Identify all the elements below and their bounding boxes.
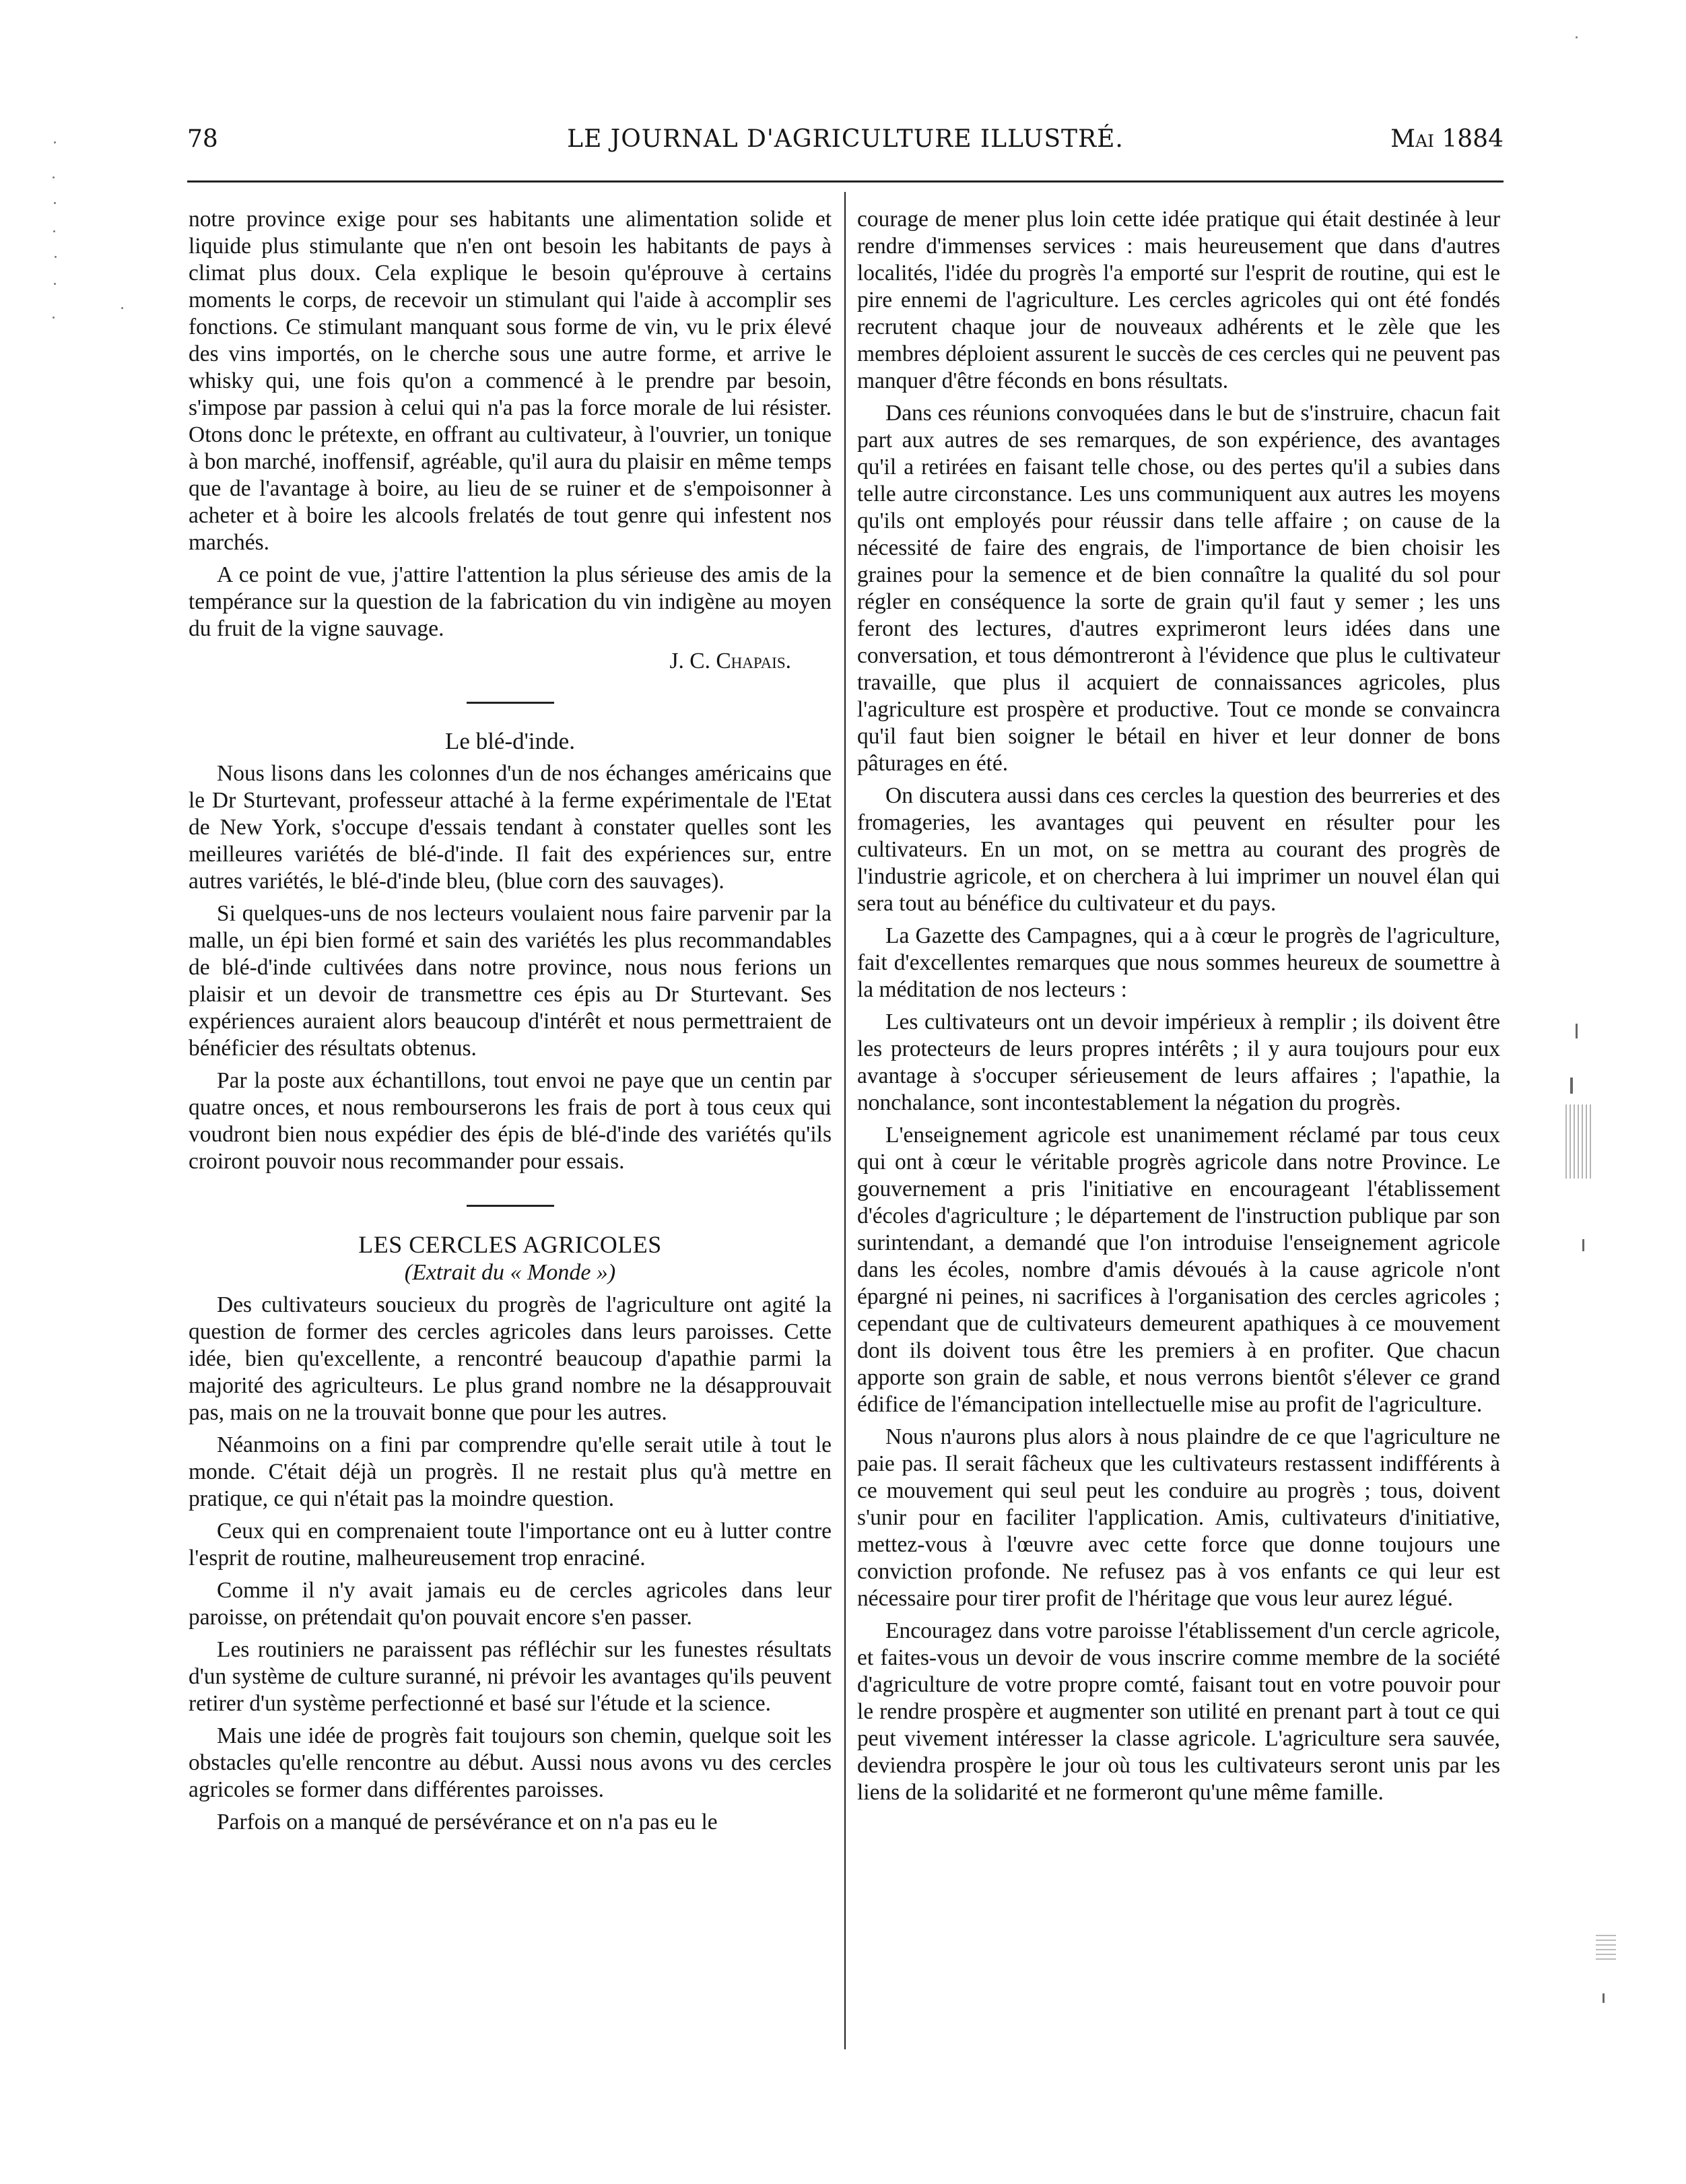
paragraph: Des cultivateurs soucieux du progrès de l'agriculture ont agité la question de former des cercles agricoles dans leurs paroisses. Cette idée, bien qu'excellente, a rencontré beaucoup d'apathie parmi la majorité des agriculteurs. Le plus grand nombre ne la désapprouvait pas, mais on ne la trouvait bonne que pour les autres. (189, 1292, 832, 1425)
left-column (189, 206, 832, 1836)
paragraph: Ceux qui en comprenaient toute l'importance ont eu à lutter contre l'esprit de routine, malheureusement trop enraciné. (189, 1519, 832, 1570)
paragraph: On discutera aussi dans ces cercles la question des beurreries et des fromageries, les avantages qui peuvent en résulter pour les cultivateurs. En un mot, on se mettra au courant des progrès de l'industrie agricole, et on cherchera à lui imprimer un nouvel élan qui sera tout au bénéfice du cultivateur et du pays. (857, 783, 1500, 916)
paragraph: Nous lisons dans les colonnes d'un de nos échanges américains que le Dr Sturtevant, professeur attaché à la ferme expérimentale de l'Etat de New York, s'occupe d'essais tendant à constater quelles sont les meilleures variétés de blé-d'inde. Il fait des expériences sur, entre autres variétés, le blé-d'inde bleu, (blue corn des sauvages). (189, 761, 832, 894)
paragraph: La Gazette des Campagnes, qui a à cœur le progrès de l'agriculture, fait d'excellentes remarques que nous sommes heureux de soumettre à la méditation de nos lecteurs : (857, 923, 1500, 1002)
paragraph: Comme il n'y avait jamais eu de cercles agricoles dans leur paroisse, on prétendait qu'on pouvait encore s'en passer. (189, 1578, 832, 1630)
journal-title: LE JOURNAL D'AGRICULTURE ILLUSTRÉ. (567, 125, 1124, 153)
author-signature: J. C. Chapais. (669, 649, 791, 673)
issue-date: Mai 1884 (1390, 125, 1504, 153)
section-title: Le blé-d'inde. (445, 728, 575, 754)
paragraph: Encouragez dans votre paroisse l'établissement d'un cercle agricole, et faites-vous un devoir de vous inscrire comme membre de la société d'agriculture de votre propre comté, faisant tout en votre pouvoir pour le rendre prospère et augmenter son utilité en prenant part à tout ce qui peut vivement intéresser la classe agricole. L'agriculture sera sauvée, deviendra prospère le jour où tous les cultivateurs seront unis par les liens de la solidarité et ne formeront qu'une même famille. (857, 1618, 1500, 1805)
page-header (187, 125, 1504, 166)
paragraph: notre province exige pour ses habitants une alimentation solide et liquide plus stimulante que n'en ont besoin les habitants de pays à climat plus doux. Cela explique le besoin qu'éprouve à certains moments le corps, de recevoir un stimulant qui l'aide à accomplir ses fonctions. Ce stimulant manquant sous forme de vin, vu le prix élevé des vins importés, on le cherche sous une autre forme, et arrive le whisky qui, une fois qu'on a commencé à le prendre par besoin, s'impose par passion à celui qui n'a pas la force morale de lui résister. Otons donc le prétexte, en offrant au cultivateur, à l'ouvrier, un tonique à bon marché, inoffensif, agréable, qu'il aura du plaisir en même temps que de l'avantage à boire, au lieu de se ruiner et de s'empoisonner à acheter et à boire les alcools frelatés de tout genre qui infestent nos marchés. (189, 207, 832, 555)
paragraph: Nous n'aurons plus alors à nous plaindre de ce que l'agriculture ne paie pas. Il serait fâcheux que les cultivateurs restassent indifférents à ce mouvement qui seul peut les conduire au progrès ; tous, doivent s'unir pour en faciliter l'application. Amis, cultivateurs d'initiative, mettez-vous à l'œuvre avec cette force que donne toujours une conviction profonde. Ne refusez pas à vos enfants ce qui leur est nécessaire pour tirer profit de l'héritage que vous leur aurez légué. (857, 1424, 1500, 1611)
paragraph: courage de mener plus loin cette idée pratique qui était destinée à leur rendre d'immenses services : mais heureusement que dans d'autres localités, l'idée du progrès l'a emporté sur l'esprit de routine, qui est le pire ennemi de l'agriculture. Les cercles agricoles qui ont été fondés recrutent chaque jour de nouveaux adhérents et le zèle que les membres déploient assurent le succès de ces cercles qui ne peuvent pas manquer d'être féconds en bons résultats. (857, 207, 1500, 393)
section-subtitle: (Extrait du « Monde ») (404, 1260, 616, 1285)
paragraph: Néanmoins on a fini par comprendre qu'elle serait utile à tout le monde. C'était déjà un progrès. Il ne restait plus qu'à mettre en pratique, ce qui n'était pas la moindre question. (189, 1432, 832, 1511)
right-column (857, 206, 1500, 1806)
paragraph: L'enseignement agricole est unanimement réclamé par tous ceux qui ont à cœur le véritable progrès agricole dans notre Province. Le gouvernement a pris l'initiative en encourageant l'établissement d'écoles d'agriculture ; le département de l'instruction publique par son surintendant, a demandé que l'on introduise l'enseignement agricole dans les écoles, nombre d'amis dévoués à la cause agricole n'ont épargné ni peines, ni sacrifices à l'organisation des cercles agricoles ; cependant que de cultivateurs demeurent apathiques à ce mouvement dont ils doivent tous être les premiers à en profiter. Que chacun apporte son grain de sable, et nous verrons bientôt s'élever ce grand édifice de l'émancipation intellectuelle mise au profit de l'agriculture. (857, 1123, 1500, 1417)
paragraph: Si quelques-uns de nos lecteurs voulaient nous faire parvenir par la malle, un épi bien formé et sain des variétés les plus recommandables de blé-d'inde cultivées dans notre province, nous nous ferions un plaisir et un devoir de transmettre ces épis au Dr Sturtevant. Ses expériences auraient alors beaucoup d'intérêt et nous permettraient de bénéficier des résultats obtenus. (189, 901, 832, 1061)
paragraph: Les routiniers ne paraissent pas réfléchir sur les funestes résultats d'un système de culture suranné, ni prévoir les avantages qu'ils peuvent retirer d'un système perfectionné et basé sur l'étude et la science. (189, 1637, 832, 1716)
section-separator (467, 702, 554, 704)
column-divider (844, 192, 846, 2049)
paragraph: Les cultivateurs ont un devoir impérieux à remplir ; ils doivent être les protecteurs de leurs propres intérêts ; il y aura toujours pour eux avantage à s'occuper sérieusement de leurs affaires ; l'apathie, la nonchalance, sont incontestablement la négation du progrès. (857, 1010, 1500, 1115)
paragraph: Par la poste aux échantillons, tout envoi ne paye que un centin par quatre onces, et nous rembourserons les frais de port à tous ceux qui voudront bien nous expédier des épis de blé-d'inde des variétés qu'ils croiront pouvoir nous recommander pour essais. (189, 1068, 832, 1174)
paragraph: A ce point de vue, j'attire l'attention la plus sérieuse des amis de la tempérance sur la question de la fabrication du vin indigène au moyen du fruit de la vigne sauvage. (189, 562, 832, 641)
page-number: 78 (187, 125, 218, 153)
section-title: LES CERCLES AGRICOLES (358, 1231, 662, 1258)
section-separator (467, 1205, 554, 1207)
paragraph: Mais une idée de progrès fait toujours son chemin, quelque soit les obstacles qu'elle rencontre au début. Aussi nous avons vu des cercles agricoles se former dans différentes paroisses. (189, 1723, 832, 1802)
header-rule (187, 180, 1504, 183)
paragraph: Dans ces réunions convoquées dans le but de s'instruire, chacun fait part aux autres de ses remarques, de son expérience, des avantages qu'il a retirées en faisant telle chose, ou des pertes qu'il a subies dans telle autre circonstance. Les uns communiquent aux autres les moyens qu'ils ont employés pour réussir dans telle affaire ; on cause de la nécessité de faire des engrais, de l'importance de bien choisir les graines pour la semence et de bien connaître la qualité du sol pour régler en conséquence la sorte de grain qu'il faut y semer ; les uns feront des lectures, d'autres exprimeront leurs idées dans une conversation, et tous démontreront à l'évidence que plus le cultivateur travaille, que plus il acquiert de connaissances agricoles, plus l'agriculture est prospère et productive. Tout ce monde se convaincra qu'il faut bien soigner le bétail en hiver et leur donner de bons pâturages en été. (857, 401, 1500, 776)
paragraph: Parfois on a manqué de persévérance et on n'a pas eu le (217, 1810, 718, 1834)
